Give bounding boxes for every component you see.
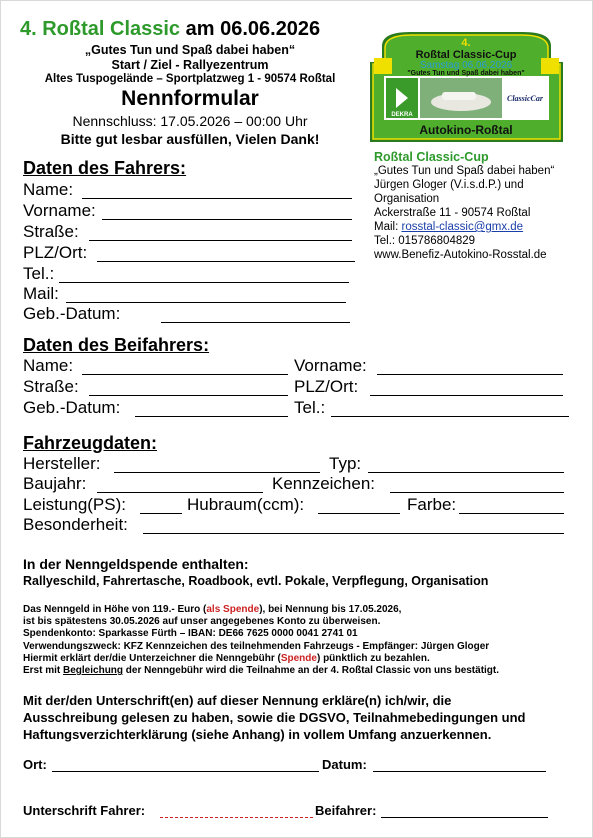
date-label: Datum:	[322, 757, 367, 772]
payment-reference: Verwendungszweck: KFZ Kennzeichen des teilnehmenden Fahrzeugs - Empfänger: Jürgen Gloger	[23, 641, 490, 652]
driver-heading: Daten des Fahrers:	[23, 158, 187, 178]
codriver-signature-field[interactable]	[381, 817, 548, 818]
driver-street-field[interactable]	[89, 240, 352, 241]
year-field[interactable]	[97, 492, 263, 493]
logo-motto: "Gutes Tun und Spaß dabei haben"	[407, 70, 525, 77]
header-motto: „Gutes Tun und Spaß dabei haben“	[84, 43, 296, 57]
logo-name: Roßtal Classic-Cup	[415, 49, 517, 61]
displacement-field[interactable]	[318, 513, 400, 514]
plate-field[interactable]	[390, 492, 564, 493]
codriver-signature-label: Beifahrer:	[315, 803, 377, 818]
logo-date: Samstag 06.06.2026	[419, 60, 513, 71]
driver-mail-label: Mail:	[23, 284, 59, 303]
color-label: Farbe:	[407, 495, 457, 514]
driver-mail-field[interactable]	[66, 302, 346, 303]
codriver-name-label: Name:	[23, 356, 74, 375]
payment-confirmation: Erst mit Begleichung der Nenngebühr wird die Teilnahme an der 4. Roßtal Classic von uns bestätigt.	[23, 665, 500, 676]
codriver-name-field[interactable]	[82, 374, 288, 375]
payment-account: Spendenkonto: Sparkasse Fürth – IBAN: DE66 7625 0000 0041 2741 01	[23, 628, 358, 639]
organizer-contact: Jürgen Gloger (V.i.s.d.P.) und	[374, 179, 524, 191]
codriver-heading: Daten des Beifahrers:	[23, 335, 210, 355]
color-field[interactable]	[459, 513, 564, 514]
organizer-mail-link[interactable]: rosstal-classic@gmx.de	[401, 221, 524, 233]
page-title: 4. Roßtal Classic am 06.06.2026	[20, 18, 321, 40]
logo-sponsor-dekra: DEKRA	[391, 112, 413, 118]
codriver-street-label: Straße:	[23, 377, 79, 396]
driver-zip-city-label: PLZ/Ort:	[23, 243, 88, 262]
codriver-firstname-label: Vorname:	[294, 356, 367, 375]
manufacturer-field[interactable]	[114, 472, 320, 473]
declaration-line-2: Ausschreibung gelesen zu haben, sowie die DGSVO, Teilnahmebedingungen und	[23, 710, 526, 725]
payment-deadline: ist bis spätestens 30.05.2026 auf unser angegebenes Konto zu überweisen.	[23, 616, 381, 627]
driver-birthdate-field[interactable]	[161, 322, 350, 323]
codriver-street-field[interactable]	[89, 395, 288, 396]
logo-sponsor-classiccar: ClassicCar	[506, 94, 544, 103]
codriver-zip-city-field[interactable]	[370, 395, 563, 396]
codriver-birthdate-field[interactable]	[135, 416, 288, 417]
type-label: Typ:	[329, 454, 362, 473]
driver-signature-label: Unterschrift Fahrer:	[23, 803, 146, 818]
organizer-name: Roßtal Classic-Cup	[374, 150, 489, 164]
included-items: Rallyeschild, Fahrertasche, Roadbook, evtl. Pokale, Verpflegung, Organisation	[23, 574, 489, 588]
place-field[interactable]	[52, 771, 319, 772]
vehicle-heading: Fahrzeugdaten:	[23, 433, 158, 453]
driver-signature-field[interactable]	[160, 817, 313, 818]
codriver-phone-field[interactable]	[331, 416, 569, 417]
driver-birthdate-label: Geb.-Datum:	[23, 304, 121, 323]
codriver-zip-city-label: PLZ/Ort:	[294, 377, 359, 396]
organizer-mail: Mail: rosstal-classic@gmx.de	[374, 221, 524, 233]
driver-phone-label: Tel.:	[23, 264, 55, 283]
codriver-firstname-field[interactable]	[377, 374, 563, 375]
codriver-birthdate-label: Geb.-Datum:	[23, 398, 121, 417]
power-label: Leistung(PS):	[23, 495, 126, 514]
payment-amount: Das Nenngeld in Höhe von 119.- Euro (als Spende), bei Nennung bis 17.05.2026,	[23, 604, 402, 615]
codriver-phone-label: Tel.:	[294, 398, 326, 417]
declaration-line-1: Mit der/den Unterschrift(en) auf dieser Nennung erkläre(n) ich/wir, die	[23, 693, 452, 708]
power-field[interactable]	[140, 513, 182, 514]
driver-name-label: Name:	[23, 180, 74, 199]
header-start-finish: Start / Ziel - Rallyezentrum	[111, 58, 269, 72]
place-label: Ort:	[23, 757, 47, 772]
header-venue: Altes Tuspogelände – Sportplatzweg 1 - 90574 Roßtal	[44, 73, 336, 85]
driver-name-field[interactable]	[82, 198, 352, 199]
organizer-web: www.Benefiz-Autokino-Rosstal.de	[374, 249, 547, 261]
logo-number: 4.	[461, 37, 471, 49]
manufacturer-label: Hersteller:	[23, 454, 101, 473]
deadline: Nennschluss: 17.05.2026 – 00:00 Uhr	[72, 113, 308, 129]
plate-label: Kennzeichen:	[272, 474, 376, 493]
driver-phone-field[interactable]	[59, 282, 349, 283]
organizer-phone: Tel.: 015786804829	[374, 235, 476, 247]
logo-footer: Autokino-Roßtal	[419, 123, 513, 137]
special-label: Besonderheit:	[23, 515, 128, 534]
special-field[interactable]	[143, 533, 564, 534]
driver-firstname-label: Vorname:	[23, 201, 96, 220]
declaration-line-3: Haftungsverzichterklärung (siehe Anhang) in vollem Umfang anzuerkennen.	[23, 727, 492, 742]
instruction: Bitte gut lesbar ausfüllen, Vielen Dank!	[60, 131, 320, 147]
organizer-motto: „Gutes Tun und Spaß dabei haben“	[374, 165, 555, 177]
organizer-address: Ackerstraße 11 - 90574 Roßtal	[374, 207, 531, 219]
included-heading: In der Nenngeldspende enthalten:	[23, 556, 249, 572]
driver-street-label: Straße:	[23, 222, 79, 241]
displacement-label: Hubraum(ccm):	[187, 495, 305, 514]
driver-firstname-field[interactable]	[102, 219, 352, 220]
rosstal-classic-cup-logo	[370, 28, 563, 142]
form-title: Nennformular	[121, 87, 259, 110]
organizer-contact-role: Organisation	[374, 193, 440, 205]
payment-commitment: Hiermit erklärt der/die Unterzeichner die Nenngebühr (Spende) pünktlich zu bezahlen.	[23, 653, 430, 664]
year-label: Baujahr:	[23, 474, 87, 493]
type-field[interactable]	[368, 472, 564, 473]
date-field[interactable]	[373, 771, 546, 772]
driver-zip-city-field[interactable]	[97, 261, 355, 262]
